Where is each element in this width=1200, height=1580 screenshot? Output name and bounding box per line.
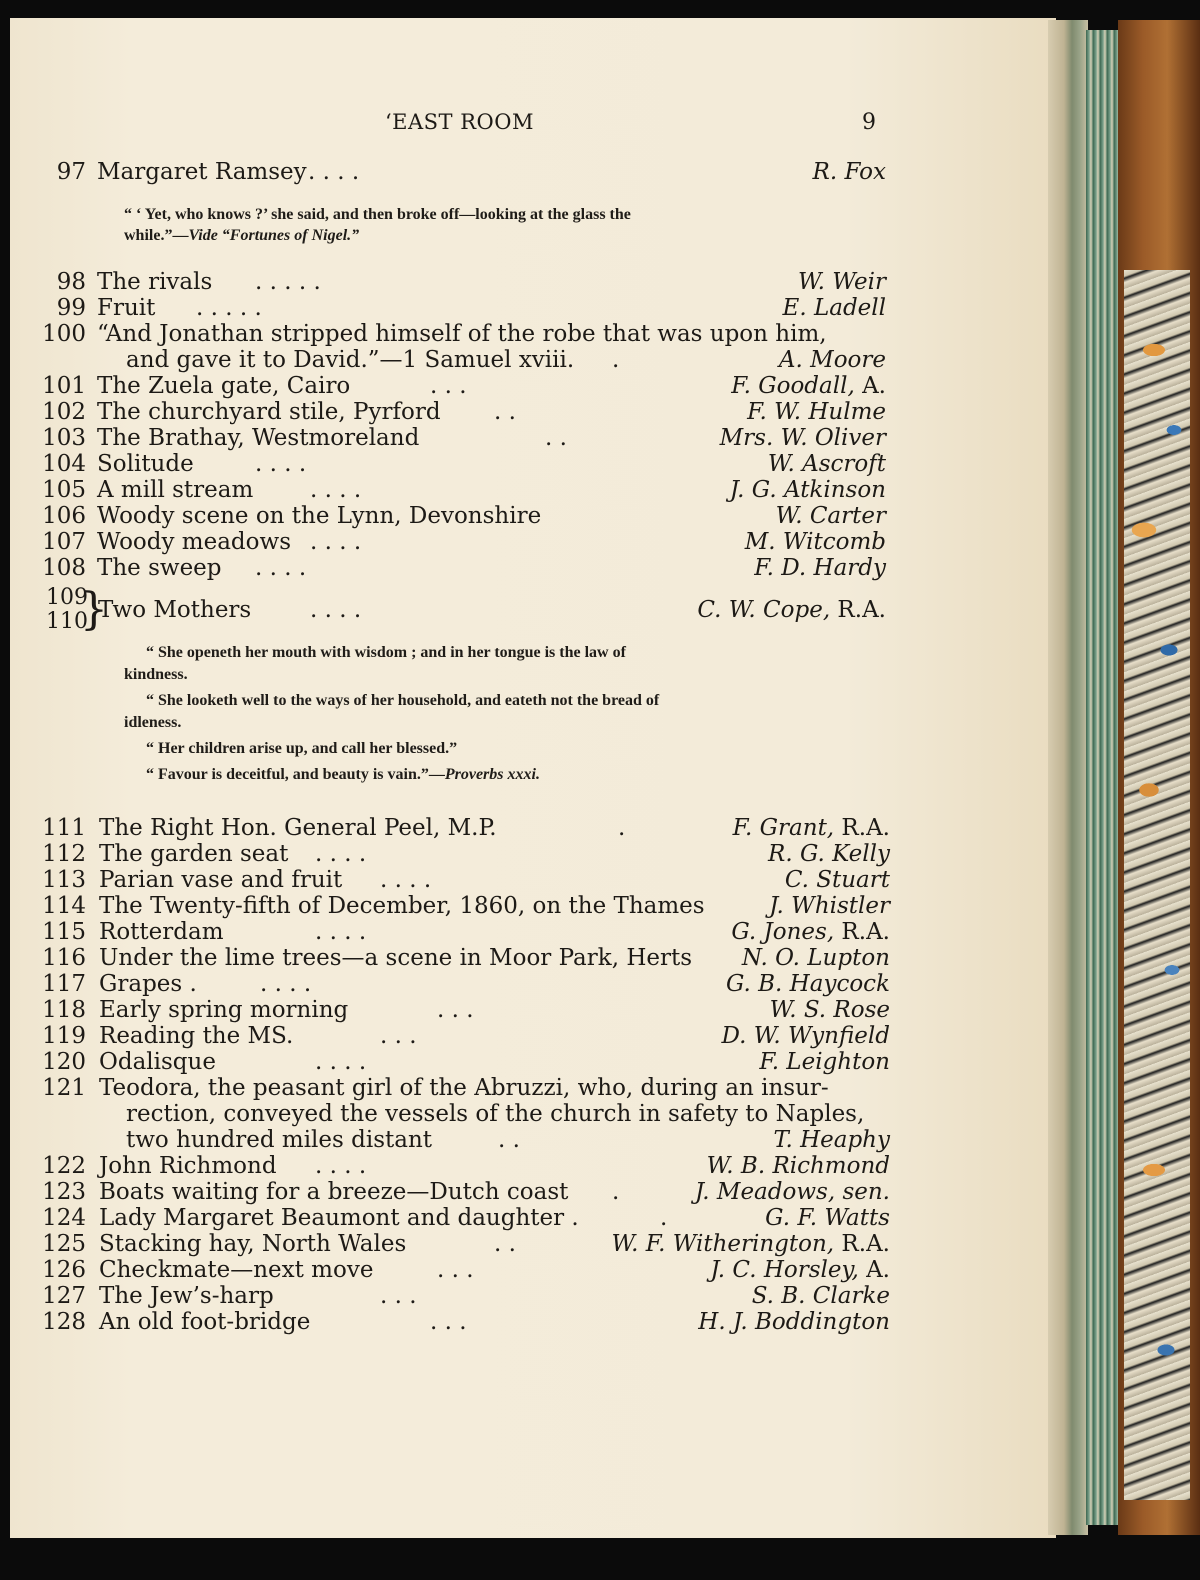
artist-name: F. Grant, <box>732 815 835 841</box>
entry-artist <box>695 1178 890 1206</box>
entry-artist <box>776 502 886 530</box>
artist-name: F. Leighton <box>759 1049 890 1075</box>
catalogue-entry <box>0 476 900 504</box>
leader-dots: . . . <box>437 1257 474 1283</box>
quote-line <box>124 225 824 247</box>
artist-name: W. Ascroft <box>767 451 886 477</box>
entry-number: 97 <box>56 159 86 185</box>
entry-artist <box>769 892 890 920</box>
catalogue-entry <box>0 970 900 998</box>
artist-name: J. G. Atkinson <box>729 477 886 503</box>
entry-title: Stacking hay, North Wales <box>99 1231 407 1257</box>
entry-number: 119 <box>42 1023 86 1049</box>
entry-title: The Brathay, Westmoreland <box>97 425 420 451</box>
catalogue-entry-continuation <box>0 1100 900 1128</box>
artist-name: W. S. Rose <box>769 997 890 1023</box>
entry-title: Two Mothers <box>98 597 252 623</box>
entry-title: Lady Margaret Beaumont and daughter . <box>99 1205 579 1231</box>
artist-name: S. B. Clarke <box>751 1283 890 1309</box>
quote-text: kindness. <box>124 666 188 683</box>
entry-number: 99 <box>56 295 86 321</box>
entry-artist <box>813 158 886 186</box>
leader-dots: . . . . <box>260 971 312 997</box>
artist-name: A. Moore <box>778 347 886 373</box>
artist-suffix: A. <box>854 373 886 399</box>
catalogue-entry <box>0 528 900 556</box>
artist-name: J. Meadows, sen. <box>694 1179 890 1205</box>
entry-artist <box>747 398 886 426</box>
entry-artist <box>698 1308 890 1336</box>
entry-artist <box>745 528 886 556</box>
entry-artist <box>731 918 890 946</box>
catalogue-entry <box>0 1308 900 1336</box>
entry-artist <box>779 346 886 374</box>
page-number: 9 <box>862 110 876 135</box>
leader-dots: . <box>612 1179 620 1205</box>
entry-number: 126 <box>42 1257 86 1283</box>
artist-name: F. D. Hardy <box>754 555 886 581</box>
entry-number: 125 <box>42 1231 86 1257</box>
leader-dots: . . . . <box>308 159 360 185</box>
entry-title: The rivals <box>97 269 213 295</box>
leader-dots: . . . . <box>315 1153 367 1179</box>
entry-title: Odalisque <box>99 1049 216 1075</box>
entry-number: 106 <box>42 503 86 529</box>
entry-artist <box>774 1126 891 1154</box>
entry-artist <box>612 1230 890 1258</box>
entry-title: The Twenty-fifth of December, 1860, on the Thames <box>99 893 705 919</box>
artist-name: Mrs. W. Oliver <box>719 425 886 451</box>
catalogue-entry <box>0 158 900 186</box>
artist-name: R. G. Kelly <box>768 841 890 867</box>
artist-suffix: R.A. <box>830 597 886 623</box>
entry-number: 118 <box>42 997 86 1023</box>
artist-name: W. F. Witherington, <box>611 1231 835 1257</box>
quote-line <box>124 738 824 760</box>
catalogue-entry <box>0 1074 900 1102</box>
entry-title: Reading the MS. <box>99 1023 294 1049</box>
leader-dots: . . <box>494 399 516 425</box>
quote-line <box>124 642 824 664</box>
catalogue-entry <box>0 554 900 582</box>
entry-title: The churchyard stile, Pyrford <box>97 399 441 425</box>
entry-title: Grapes . <box>99 971 197 997</box>
entry-title: Woody meadows <box>97 529 291 555</box>
leader-dots: . <box>660 1205 668 1231</box>
entry-number: 117 <box>42 971 86 997</box>
catalogue-entry <box>0 1178 900 1206</box>
entry-title: Solitude <box>97 451 194 477</box>
entry-number: 104 <box>42 451 86 477</box>
entry-number: 111 <box>42 815 86 841</box>
entry-artist <box>770 996 890 1024</box>
quote-line <box>124 690 824 712</box>
quote-italic: Vide “Fortunes of Nigel.” <box>188 227 360 244</box>
entry-title: “And Jonathan stripped himself of the robe that was upon him, <box>97 321 827 347</box>
entry-number: 124 <box>42 1205 86 1231</box>
leader-dots: . . . <box>380 1023 417 1049</box>
entry-number: 114 <box>42 893 86 919</box>
artist-suffix: R.A. <box>834 815 890 841</box>
catalogue-entry <box>0 268 900 296</box>
entry-title: The Jew’s-harp <box>99 1283 274 1309</box>
artist-suffix: A. <box>858 1257 890 1283</box>
entry-artist <box>726 970 890 998</box>
catalogue-entry <box>0 1048 900 1076</box>
entry-artist <box>742 944 890 972</box>
catalogue-entry-continuation <box>0 346 900 374</box>
leader-dots: . . <box>545 425 567 451</box>
entry-title: two hundred miles distant <box>126 1127 433 1153</box>
entry-number: 127 <box>42 1283 86 1309</box>
entry-number: 128 <box>42 1309 86 1335</box>
entry-number: 121 <box>42 1075 86 1101</box>
entry-number: 105 <box>42 477 86 503</box>
entry-artist <box>768 450 886 478</box>
catalogue-entry <box>0 1282 900 1310</box>
artist-name: T. Heaphy <box>773 1127 890 1153</box>
quote-text: “ Her children arise up, and call her blessed.” <box>146 740 458 757</box>
entry-number: 112 <box>42 841 86 867</box>
leader-dots: . . <box>498 1127 520 1153</box>
entry-artist <box>752 1282 890 1310</box>
leader-dots: . . . . <box>310 529 362 555</box>
catalogue-entry <box>0 996 900 1024</box>
leader-dots: . . . . <box>255 555 307 581</box>
entry-title: Under the lime trees—a scene in Moor Park, Herts <box>99 945 693 971</box>
entry-number: 113 <box>42 867 86 893</box>
artist-name: F. Goodall, <box>731 373 855 399</box>
quote-line <box>124 204 824 226</box>
entry-title: Woody scene on the Lynn, Devonshire <box>97 503 542 529</box>
artist-name: W. B. Richmond <box>706 1153 890 1179</box>
quote-text: “ She looketh well to the ways of her household, and eateth not the bread of <box>146 692 660 709</box>
leader-dots: . . . . <box>315 919 367 945</box>
quote-text: while.”— <box>124 227 189 244</box>
entry-title: John Richmond <box>99 1153 277 1179</box>
leader-dots: . . . . <box>315 1049 367 1075</box>
artist-suffix: R.A. <box>834 919 890 945</box>
entry-artist <box>754 554 886 582</box>
catalogue-entry-continuation <box>0 1126 900 1154</box>
entry-artist <box>710 1256 890 1284</box>
entry-title: Parian vase and fruit <box>99 867 343 893</box>
leader-dots: . . . <box>430 373 467 399</box>
entry-artist <box>798 268 886 296</box>
leader-dots: . . . <box>380 1283 417 1309</box>
artist-name: N. O. Lupton <box>741 945 890 971</box>
leader-dots: . . . <box>437 997 474 1023</box>
leader-dots: . . . . <box>310 477 362 503</box>
entry-artist <box>707 1152 890 1180</box>
catalogue-entry <box>0 1022 900 1050</box>
entry-title: Fruit <box>97 295 156 321</box>
entry-title: and gave it to David.”—1 Samuel xviii. <box>126 347 575 373</box>
catalogue-entry <box>0 1230 900 1258</box>
entry-number: 102 <box>42 399 86 425</box>
catalogue-entry <box>0 840 900 868</box>
catalogue-entry <box>0 502 900 530</box>
artist-name: M. Witcomb <box>744 529 886 555</box>
entry-title: Early spring morning <box>99 997 349 1023</box>
catalogue-entry <box>0 294 900 322</box>
artist-name: G. Jones, <box>731 919 835 945</box>
entry-title: Boats waiting for a breeze—Dutch coast <box>99 1179 569 1205</box>
entry-title: Margaret Ramsey <box>97 159 307 185</box>
entry-number: 122 <box>42 1153 86 1179</box>
entry-number: 123 <box>42 1179 86 1205</box>
entry-title: The Zuela gate, Cairo <box>97 373 351 399</box>
entry-title: Checkmate—next move <box>99 1257 374 1283</box>
artist-name: J. Whistler <box>769 893 890 919</box>
entry-artist <box>785 866 890 894</box>
leader-dots: . . . . . <box>196 295 262 321</box>
entry-title: An old foot-bridge <box>99 1309 311 1335</box>
artist-name: E. Ladell <box>782 295 886 321</box>
entry-artist <box>768 840 890 868</box>
entry-artist <box>697 596 886 624</box>
entry-number: 115 <box>42 919 86 945</box>
leader-dots: . . . . . <box>255 269 321 295</box>
entry-artist <box>759 1048 890 1076</box>
quote-text: idleness. <box>124 714 182 731</box>
quote-text: “ ‘ Yet, who knows ?’ she said, and then broke off—looking at the glass the <box>124 206 631 223</box>
entry-title: Rotterdam <box>99 919 224 945</box>
catalogue-entry <box>0 1152 900 1180</box>
artist-name: W. Carter <box>775 503 886 529</box>
artist-name: W. Weir <box>798 269 886 295</box>
artist-name: C. Stuart <box>784 867 890 893</box>
entry-artist <box>731 372 886 400</box>
artist-name: C. W. Cope, <box>697 597 831 623</box>
entry-artist <box>720 424 886 452</box>
artist-suffix: R.A. <box>834 1231 890 1257</box>
entry-number: 120 <box>42 1049 86 1075</box>
catalogue-entry <box>0 918 900 946</box>
entry-number: 110 <box>46 609 88 634</box>
entry-title: The Right Hon. General Peel, M.P. <box>99 815 497 841</box>
catalogue-entry <box>0 596 900 624</box>
entry-title: The sweep <box>97 555 222 581</box>
catalogue-entry <box>0 944 900 972</box>
leader-dots: . <box>612 347 620 373</box>
artist-name: R. Fox <box>812 159 886 185</box>
quote-line <box>124 764 824 786</box>
entry-title: Teodora, the peasant girl of the Abruzzi, who, during an insur- <box>99 1075 829 1101</box>
artist-name: D. W. Wynfield <box>721 1023 890 1049</box>
catalogue-entry <box>0 814 900 842</box>
leader-dots: . . . <box>430 1309 467 1335</box>
entry-artist <box>733 814 890 842</box>
entry-number: 100 <box>42 321 86 347</box>
leader-dots: . . . . <box>380 867 432 893</box>
quote-line <box>124 664 824 686</box>
catalogue-entry <box>0 424 900 452</box>
entry-number: 101 <box>42 373 86 399</box>
running-title: ‘EAST ROOM <box>385 110 534 134</box>
quote-italic: Proverbs xxxi. <box>444 766 540 783</box>
quote-line <box>124 712 824 734</box>
entry-number: 98 <box>56 269 86 295</box>
catalogue-entry <box>0 372 900 400</box>
entry-number: 116 <box>42 945 86 971</box>
brace-glyph: } <box>80 584 108 635</box>
entry-artist <box>765 1204 890 1232</box>
quote-text: “ She openeth her mouth with wisdom ; and in her tongue is the law of <box>146 644 626 661</box>
entry-artist <box>722 1022 890 1050</box>
artist-name: G. B. Haycock <box>725 971 890 997</box>
entry-number: 103 <box>42 425 86 451</box>
leader-dots: . <box>618 815 626 841</box>
entry-title: rection, conveyed the vessels of the church in safety to Naples, <box>126 1101 865 1127</box>
entry-artist <box>783 294 886 322</box>
catalogue-entry <box>0 398 900 426</box>
leader-dots: . . <box>494 1231 516 1257</box>
leader-dots: . . . . <box>315 841 367 867</box>
entry-artist <box>730 476 886 504</box>
artist-name: H. J. Boddington <box>698 1309 890 1335</box>
artist-name: G. F. Watts <box>765 1205 890 1231</box>
artist-name: F. W. Hulme <box>747 399 886 425</box>
entry-title: A mill stream <box>97 477 254 503</box>
entry-number: 109 <box>46 585 88 610</box>
catalogue-entry <box>0 1204 900 1232</box>
catalogue-entry <box>0 320 900 348</box>
leader-dots: . . . . <box>310 597 362 623</box>
quote-text: “ Favour is deceitful, and beauty is vain.”— <box>146 766 445 783</box>
catalogue-entry <box>0 892 900 920</box>
entry-number: 107 <box>42 529 86 555</box>
artist-name: J. C. Horsley, <box>710 1257 859 1283</box>
leader-dots: . . . . <box>255 451 307 477</box>
entry-title: The garden seat <box>99 841 289 867</box>
catalogue-entry <box>0 866 900 894</box>
catalogue-entry <box>0 450 900 478</box>
catalogue-entry <box>0 1256 900 1284</box>
entry-number: 108 <box>42 555 86 581</box>
